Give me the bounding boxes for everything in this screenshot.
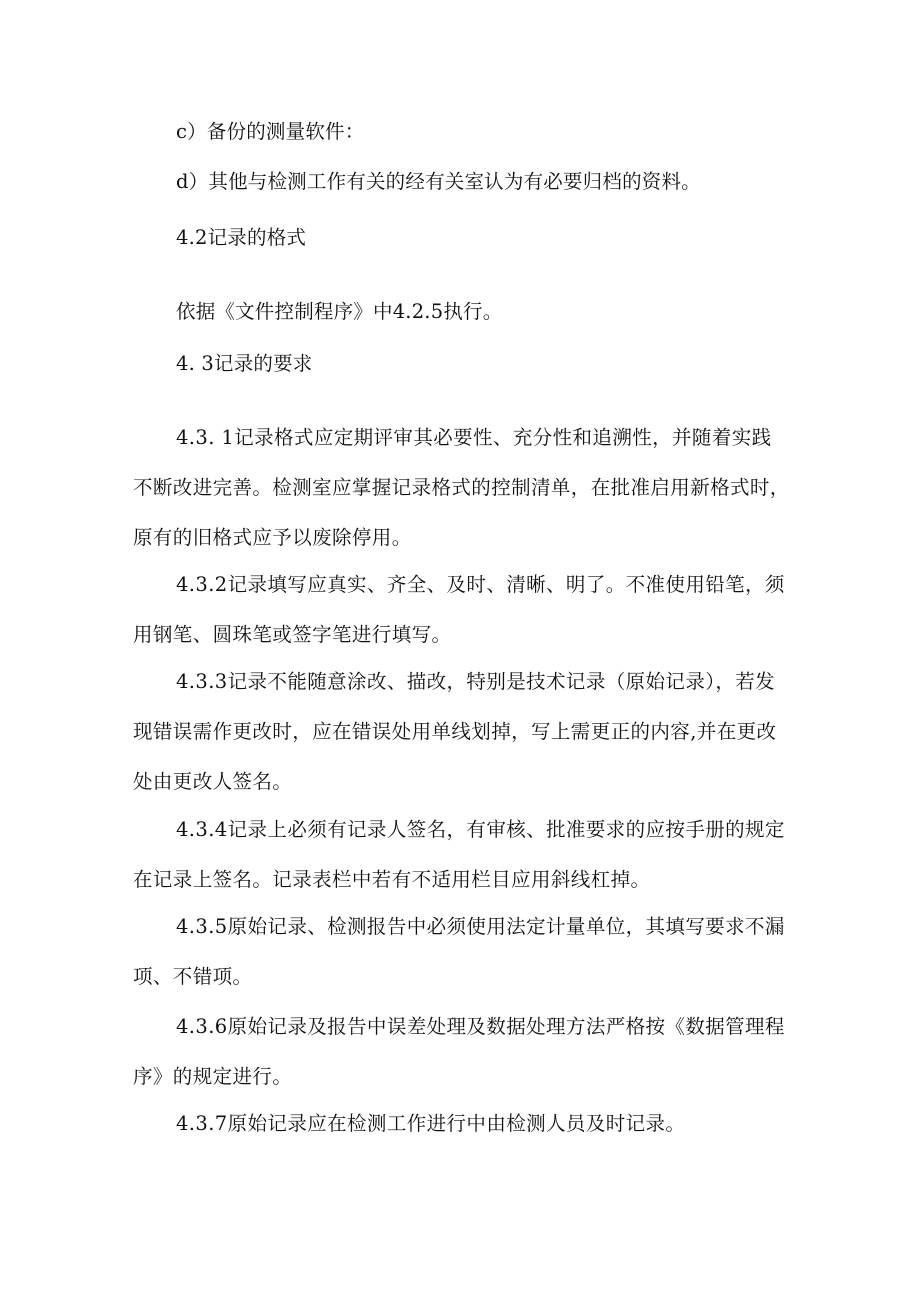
paragraph-line: 处由更改人签名。: [133, 770, 293, 793]
list-item-d: d）其他与检测工作有关的经有关室认为有必要归档的资料。: [176, 170, 701, 193]
paragraph-4-3-3: [133, 668, 777, 818]
paragraph-line: 4.3.3记录不能随意涂改、描改，特别是技术记录（原始记录），若发: [176, 670, 776, 693]
paragraph-4-3-7: [176, 1110, 685, 1160]
paragraph-line: 序》的规定进行。: [133, 1065, 293, 1088]
paragraph-4-3-2: [133, 571, 785, 671]
paragraph-line: 4.3.2记录填写应真实、齐全、及时、清晰、明了。不准使用铅笔，须: [176, 573, 785, 596]
paragraph-line: 4.3.4记录上必须有记录人签名，有审核、批准要求的应按手册的规定: [176, 818, 785, 841]
paragraph-4-3-5: [133, 913, 785, 1013]
paragraph-4-3-1: [133, 424, 790, 574]
paragraph-line: 用钢笔、圆珠笔或签字笔进行填写。: [133, 623, 452, 646]
section-heading-4-2: 4.2记录的格式: [176, 226, 307, 249]
paragraph-line: 不断改进完善。检测室应掌握记录格式的控制清单，在批准启用新格式时，: [133, 476, 790, 499]
paragraph-4-3-4: [133, 816, 785, 916]
paragraph-line: 现错误需作更改时，应在错误处用单线划掉，写上需更正的内容,并在更改: [133, 720, 777, 743]
paragraph-line: 项、不错项。: [133, 965, 253, 988]
paragraph-line: 原有的旧格式应予以废除停用。: [133, 526, 412, 549]
paragraph-line: 4.3.6原始记录及报告中误差处理及数据处理方法严格按《数据管理程: [176, 1015, 785, 1038]
paragraph-line: 4.3.7原始记录应在检测工作进行中由检测人员及时记录。: [176, 1112, 686, 1135]
paragraph-line: 在记录上签名。记录表栏中若有不适用栏目应用斜线杠掉。: [133, 868, 651, 891]
section-text-4-2: 依据《文件控制程序》中4.2.5执行。: [176, 300, 503, 323]
list-item-c: c）备份的测量软件：: [176, 120, 365, 143]
paragraph-line: 4.3. 1记录格式应定期评审其必要性、充分性和追溯性，并随着实践: [176, 426, 772, 449]
section-heading-4-3: 4. 3记录的要求: [176, 352, 313, 375]
paragraph-4-3-6: [133, 1013, 785, 1113]
paragraph-line: 4.3.5原始记录、检测报告中必须使用法定计量单位，其填写要求不漏: [176, 915, 785, 938]
